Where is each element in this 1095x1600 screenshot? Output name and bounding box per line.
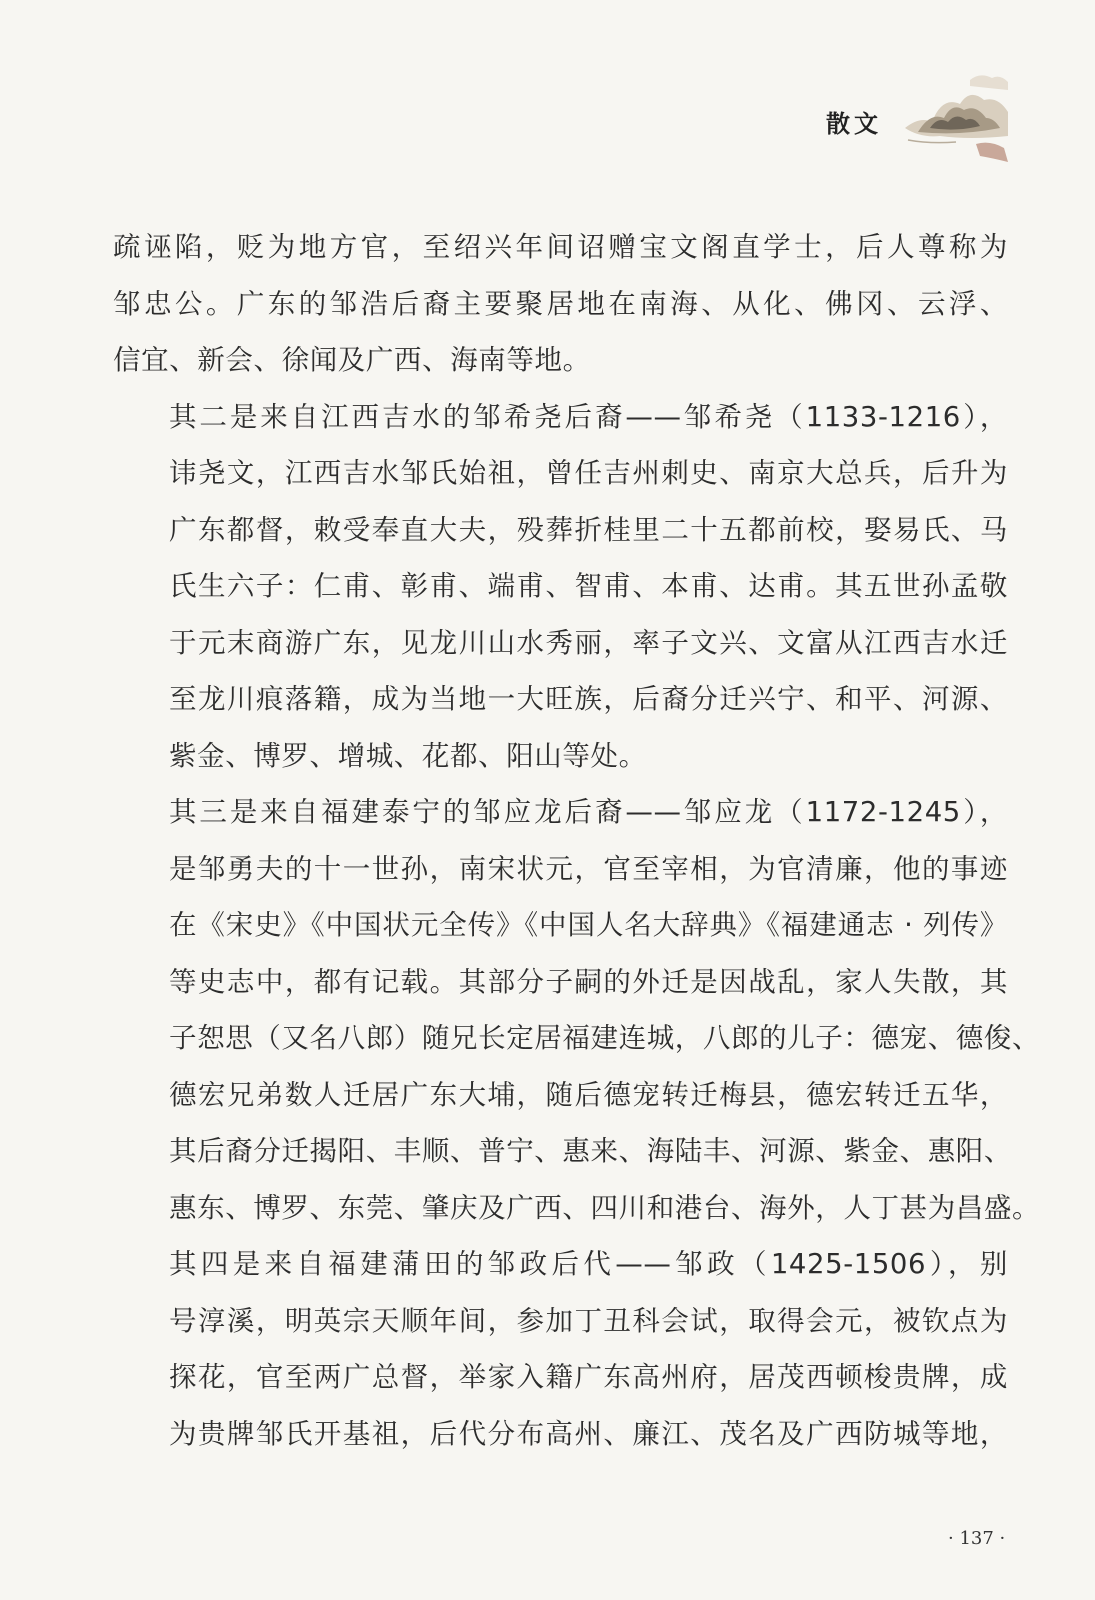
page-number: · 137 · [948, 1528, 1006, 1549]
paragraph-2 [113, 389, 1008, 785]
text-line: 至龙川痕落籍，成为当地一大旺族，后裔分迁兴宁、和平、河源、 [169, 683, 1008, 715]
text-line: 为贵牌邹氏开基祖，后代分布高州、廉江、茂名及广西防城等地， [169, 1417, 1008, 1450]
text-line: 讳尧文，江西吉水邹氏始祖，曾任吉州刺史、南京大总兵，后升为 [169, 457, 1008, 489]
text-line: 信宜、新会、徐闻及广西、海南等地。 [113, 344, 591, 376]
text-line: 子恕思（又名八郎）随兄长定居福建连城，八郎的儿子：德宠、德俊、 [169, 1022, 1041, 1054]
text-line: 邹忠公。广东的邹浩后裔主要聚居地在南海、从化、佛冈、云浮、 [113, 287, 1008, 320]
text-line: 在《宋史》《中国状元全传》《中国人名大辞典》《福建通志 · 列传》 [169, 909, 1008, 941]
text-line: 其四是来自福建蒲田的邹政后代——邹政（1425-1506），别 [169, 1248, 1008, 1280]
paragraph-1 [113, 219, 1008, 389]
text-line: 是邹勇夫的十一世孙，南宋状元，官至宰相，为官清廉，他的事迹 [169, 852, 1008, 885]
text-line: 于元末商游广东，见龙川山水秀丽，率子文兴、文富从江西吉水迁 [169, 626, 1008, 659]
paragraph-4 [113, 1236, 1008, 1462]
text-line: 氏生六子：仁甫、彰甫、端甫、智甫、本甫、达甫。其五世孙孟敬 [169, 570, 1008, 602]
section-label: 散文 [826, 109, 882, 138]
article-body [113, 219, 1041, 1462]
text-line: 广东都督，敕受奉直大夫，殁葬折桂里二十五都前校，娶易氏、马 [169, 513, 1008, 546]
text-line: 疏诬陷，贬为地方官，至绍兴年间诏赠宝文阁直学士，后人尊称为 [113, 231, 1008, 263]
text-line: 紫金、博罗、增城、花都、阳山等处。 [169, 739, 647, 772]
text-line: 其二是来自江西吉水的邹希尧后裔——邹希尧（1133-1216）， [169, 400, 1008, 433]
text-line: 惠东、博罗、东莞、肇庆及广西、四川和港台、海外，人丁甚为昌盛。 [169, 1191, 1041, 1224]
landscape-ink-painting-icon [900, 66, 1012, 166]
text-line: 等史志中，都有记载。其部分子嗣的外迁是因战乱，家人失散，其 [169, 965, 1008, 998]
text-line: 探花，官至两广总督，举家入籍广东高州府，居茂西顿梭贵牌，成 [169, 1361, 1008, 1393]
text-line: 其后裔分迁揭阳、丰顺、普宁、惠来、海陆丰、河源、紫金、惠阳、 [169, 1135, 1012, 1167]
text-line: 其三是来自福建泰宁的邹应龙后裔——邹应龙（1172-1245）， [169, 796, 1008, 828]
paragraph-3 [113, 784, 1041, 1236]
text-line: 德宏兄弟数人迁居广东大埔，随后德宠转迁梅县，德宏转迁五华， [169, 1078, 1008, 1111]
text-line: 号淳溪，明英宗天顺年间，参加丁丑科会试，取得会元，被钦点为 [169, 1304, 1008, 1337]
